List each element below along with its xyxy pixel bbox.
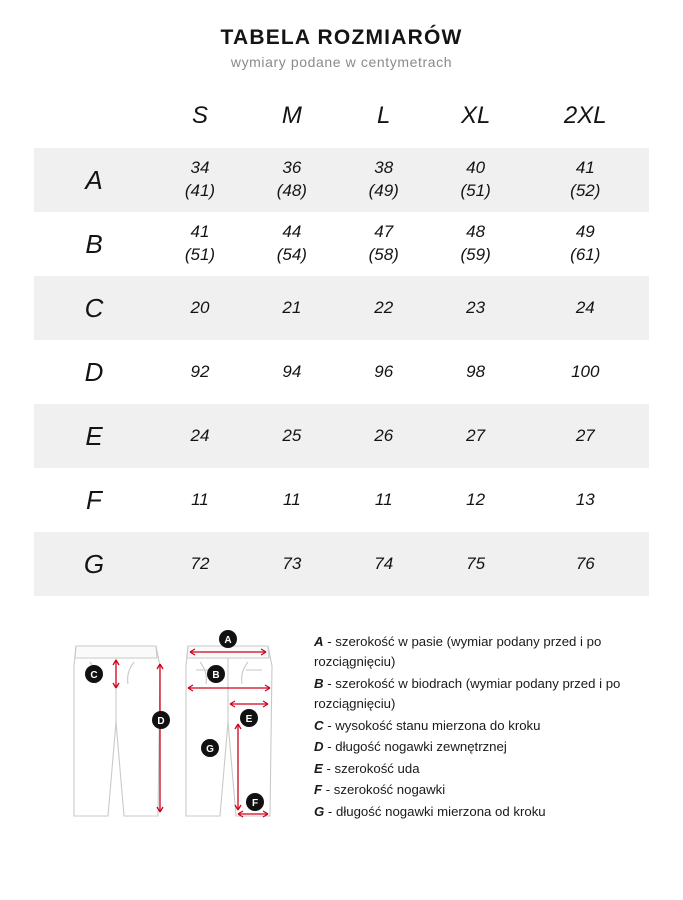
column-header-xl: XL — [460, 102, 491, 129]
row-label-b: B — [85, 228, 103, 259]
cell-g-l: 74 — [374, 553, 394, 573]
legend-item-g — [314, 802, 661, 822]
cell-f-m: 11 — [283, 489, 301, 509]
table-row — [34, 276, 649, 340]
legend-item-a — [314, 632, 661, 673]
cell-g-s: 72 — [190, 553, 210, 573]
cell-b-s — [154, 212, 246, 276]
row-label-c: C — [84, 292, 104, 323]
diagram-marker-c — [85, 665, 103, 683]
cell-c-s: 20 — [190, 297, 210, 317]
cell-g-2xl: 76 — [575, 553, 595, 573]
svg-text:B: B — [212, 670, 220, 681]
legend-key: F — [314, 782, 323, 798]
table-row — [34, 468, 649, 532]
legend-item-e — [314, 759, 661, 779]
cell-e-2xl: 27 — [575, 425, 595, 445]
cell-subvalue: (54) — [276, 245, 307, 264]
legend-key: G — [314, 803, 325, 819]
table-row — [34, 532, 649, 596]
svg-text:C: C — [90, 670, 98, 681]
cell-a-m — [246, 148, 338, 212]
cell-d-l: 96 — [374, 361, 394, 381]
diagram-marker-d — [152, 711, 170, 729]
cell-value: 34 — [190, 158, 210, 178]
page-subtitle: wymiary podane w centymetrach — [230, 54, 453, 70]
legend-text: - szerokość uda — [322, 760, 420, 776]
cell-subvalue: (41) — [184, 181, 216, 200]
cell-g-m: 73 — [282, 553, 302, 573]
cell-e-s: 24 — [190, 425, 210, 445]
cell-b-m — [246, 212, 338, 276]
cell-a-l — [338, 148, 430, 212]
column-header-l: L — [377, 102, 391, 129]
table-row — [34, 212, 649, 276]
column-header-m: M — [281, 102, 302, 129]
cell-value: 38 — [374, 158, 394, 178]
legend-key: B — [314, 675, 324, 691]
cell-d-xl: 98 — [466, 361, 486, 381]
svg-text:E: E — [245, 714, 253, 725]
table-row — [34, 148, 649, 212]
page-title: TABELA ROZMIARÓW — [220, 26, 463, 49]
column-header-2xl: 2XL — [563, 102, 607, 129]
table-corner-cell — [34, 94, 154, 148]
cell-a-xl — [430, 148, 522, 212]
row-label-f: F — [86, 484, 102, 515]
cell-f-2xl: 13 — [575, 489, 595, 509]
cell-a-2xl — [522, 148, 649, 212]
legend-text: - wysokość stanu mierzona do kroku — [323, 717, 541, 733]
cell-value: 40 — [466, 158, 486, 178]
measurement-guide — [0, 626, 683, 826]
cell-g-xl: 75 — [466, 553, 486, 573]
size-table — [34, 94, 649, 596]
legend-item-d — [314, 737, 661, 757]
cell-value: 47 — [374, 222, 394, 242]
cell-c-m: 21 — [282, 297, 302, 317]
cell-subvalue: (49) — [368, 181, 399, 200]
cell-value: 41 — [575, 158, 595, 178]
page-header — [0, 0, 683, 70]
cell-b-xl — [430, 212, 522, 276]
row-label-g: G — [83, 548, 105, 579]
row-label-e: E — [85, 420, 103, 451]
diagram-marker-a — [219, 630, 237, 648]
table-row — [34, 404, 649, 468]
legend-text: - szerokość w biodrach (wymiar podany przed i po rozciągnięciu) — [314, 675, 621, 712]
legend-text: - szerokość w pasie (wymiar podany przed i po rozciągnięciu) — [314, 634, 602, 670]
cell-value: 41 — [190, 222, 210, 242]
svg-text:D: D — [157, 716, 165, 727]
table-body — [34, 148, 649, 596]
legend-key: E — [314, 760, 323, 776]
cell-e-l: 26 — [374, 425, 394, 445]
cell-value: 48 — [466, 222, 486, 242]
cell-d-s: 92 — [190, 361, 210, 381]
cell-a-s — [154, 148, 246, 212]
cell-e-m: 25 — [282, 425, 302, 445]
cell-value: 36 — [282, 158, 302, 178]
cell-subvalue: (51) — [460, 181, 491, 200]
row-label-d: D — [84, 356, 104, 387]
cell-subvalue: (58) — [368, 245, 399, 264]
cell-subvalue: (52) — [570, 181, 601, 200]
column-header-s: S — [191, 102, 208, 129]
diagram-marker-f — [246, 793, 264, 811]
legend-key: A — [314, 634, 324, 649]
cell-c-l: 22 — [374, 297, 394, 317]
svg-text:G: G — [206, 744, 214, 755]
cell-subvalue: (48) — [276, 181, 307, 200]
diagram-marker-b — [207, 665, 225, 683]
legend-item-f — [314, 780, 661, 800]
table-row — [34, 340, 649, 404]
cell-f-xl: 12 — [466, 489, 486, 509]
diagram-marker-g — [201, 739, 219, 757]
cell-d-m: 94 — [282, 361, 302, 381]
legend-text: - długość nogawki mierzona od kroku — [324, 803, 546, 819]
legend-text: - szerokość nogawki — [322, 782, 446, 798]
cell-value: 44 — [282, 222, 302, 242]
legend-item-b — [314, 674, 661, 715]
legend-text: - długość nogawki zewnętrznej — [323, 739, 507, 755]
cell-f-s: 11 — [191, 489, 209, 509]
cell-value: 49 — [575, 222, 595, 242]
legend-key: C — [314, 717, 324, 733]
svg-text:F: F — [251, 798, 259, 809]
cell-f-l: 11 — [374, 489, 393, 509]
cell-subvalue: (59) — [460, 245, 491, 264]
cell-b-2xl — [522, 212, 649, 276]
cell-subvalue: (51) — [184, 245, 216, 264]
cell-e-xl: 27 — [466, 425, 486, 445]
row-label-a: A — [85, 164, 103, 195]
cell-c-xl: 23 — [466, 297, 486, 317]
table-header-row — [34, 94, 649, 148]
cell-c-2xl: 24 — [575, 297, 595, 317]
svg-text:A: A — [224, 635, 232, 646]
legend-list — [314, 626, 661, 826]
cell-subvalue: (61) — [570, 245, 601, 264]
cell-b-l — [338, 212, 430, 276]
trousers-diagram — [60, 626, 300, 826]
table-head — [34, 94, 649, 148]
cell-d-2xl: 100 — [571, 361, 600, 381]
legend-key: D — [314, 739, 324, 755]
trousers-diagram-svg — [60, 626, 300, 826]
trousers-front-outline — [186, 646, 272, 816]
legend-item-c — [314, 716, 661, 736]
diagram-marker-e — [240, 709, 258, 727]
